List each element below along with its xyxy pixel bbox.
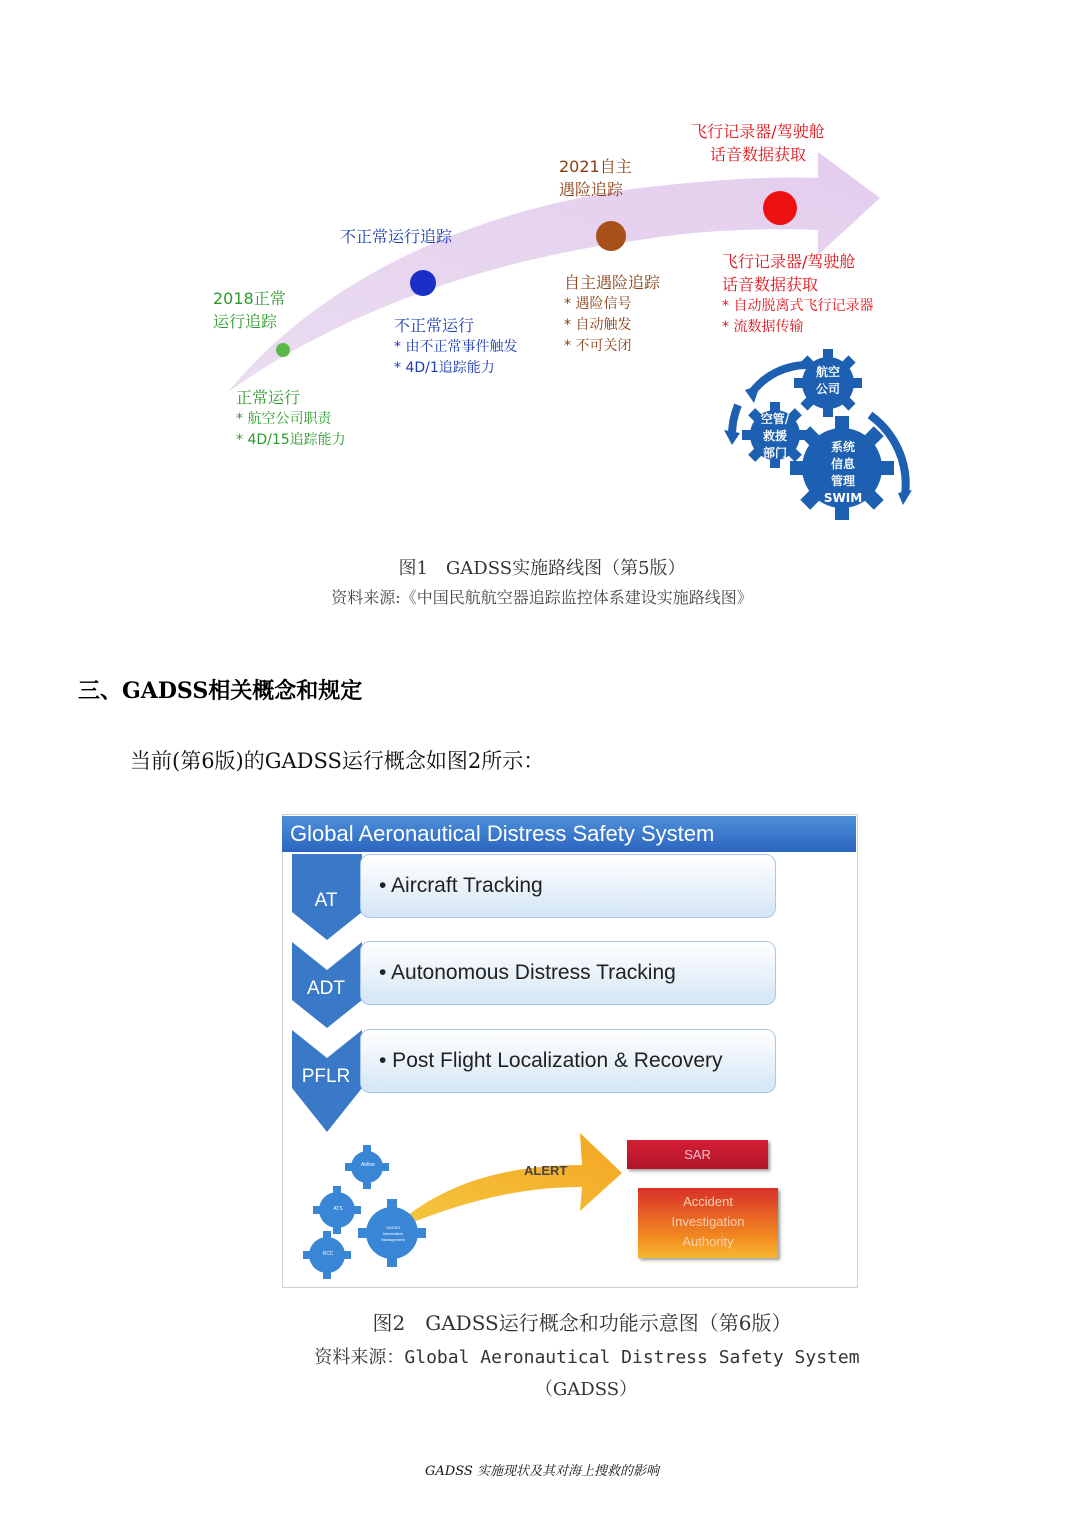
page-footer: GADSS 实施现状及其对海上搜救的影响 [425,1464,659,1479]
row-post-flight-localization: • Post Flight Localization & Recovery [360,1029,776,1093]
section-paragraph: 当前(第6版)的GADSS运行概念如图2所示： [130,749,545,773]
figure1-caption: 图1 GADSS实施路线图（第5版） [398,558,686,579]
tag-adt: ADT [307,978,345,999]
figure2-caption: 图2 GADSS运行概念和功能示意图（第6版） [372,1311,792,1335]
gear-label-gadss-im: GADSS Information Management [381,1225,405,1242]
milestone-title-irregular: 不正常运行追踪 [340,227,453,246]
tag-at: AT [314,890,338,911]
milestone-title-2021: 2021自主 遇险追踪 [559,157,632,199]
milestone-title-2018: 2018正常 运行追踪 [213,289,286,331]
detail-irregular: 不正常运行 * 由不正常事件触发 * 4D/1追踪能力 [394,316,518,376]
gear-atc: 空管/ 救援 部门 [760,412,790,460]
sar-box: SAR [627,1140,768,1169]
section-heading: 三、GADSS相关概念和规定 [78,678,363,704]
roadmap-arrow [0,0,1084,540]
figure1 [0,0,1084,540]
gear-label-rcc: RCC [322,1251,334,1257]
milestone-title-recorder: 飞行记录器/驾驶舱 话音数据获取 [691,122,825,164]
milestone-dot-irregular [410,270,436,296]
figure2-source-line2: （GADSS） [534,1379,638,1400]
tag-pflr: PFLR [301,1066,351,1087]
milestone-dot-2021 [596,221,626,251]
gear-label-airline: Airline [361,1162,375,1168]
figure1-source: 资料来源:《中国民航航空器追踪监控体系建设实施路线图》 [331,588,753,607]
detail-distress: 自主遇险追踪 * 遇险信号 * 自动触发 * 不可关闭 [564,273,661,354]
figure2-source-line1: 资料来源：Global Aeronautical Distress Safety System [314,1347,860,1368]
row-autonomous-distress-tracking: • Autonomous Distress Tracking [360,941,776,1005]
figure2-title: Global Aeronautical Distress Safety System [282,816,856,852]
milestone-dot-2018 [276,343,290,357]
detail-normal: 正常运行 * 航空公司职责 * 4D/15追踪能力 [236,388,346,448]
row-aircraft-tracking: • Aircraft Tracking [360,854,776,918]
gear-swim: 系统 信息 管理 SWIM [823,440,863,505]
aia-box: Accident Investigation Authority [638,1188,778,1258]
gear-airline: 航空 公司 [815,365,840,396]
milestone-dot-recorder [763,191,797,225]
gear-label-ats: ATS [333,1206,343,1212]
detail-recorder: 飞行记录器/驾驶舱 话音数据获取 * 自动脱离式飞行记录器 * 流数据传输 [722,252,874,335]
alert-label: ALERT [524,1163,568,1178]
